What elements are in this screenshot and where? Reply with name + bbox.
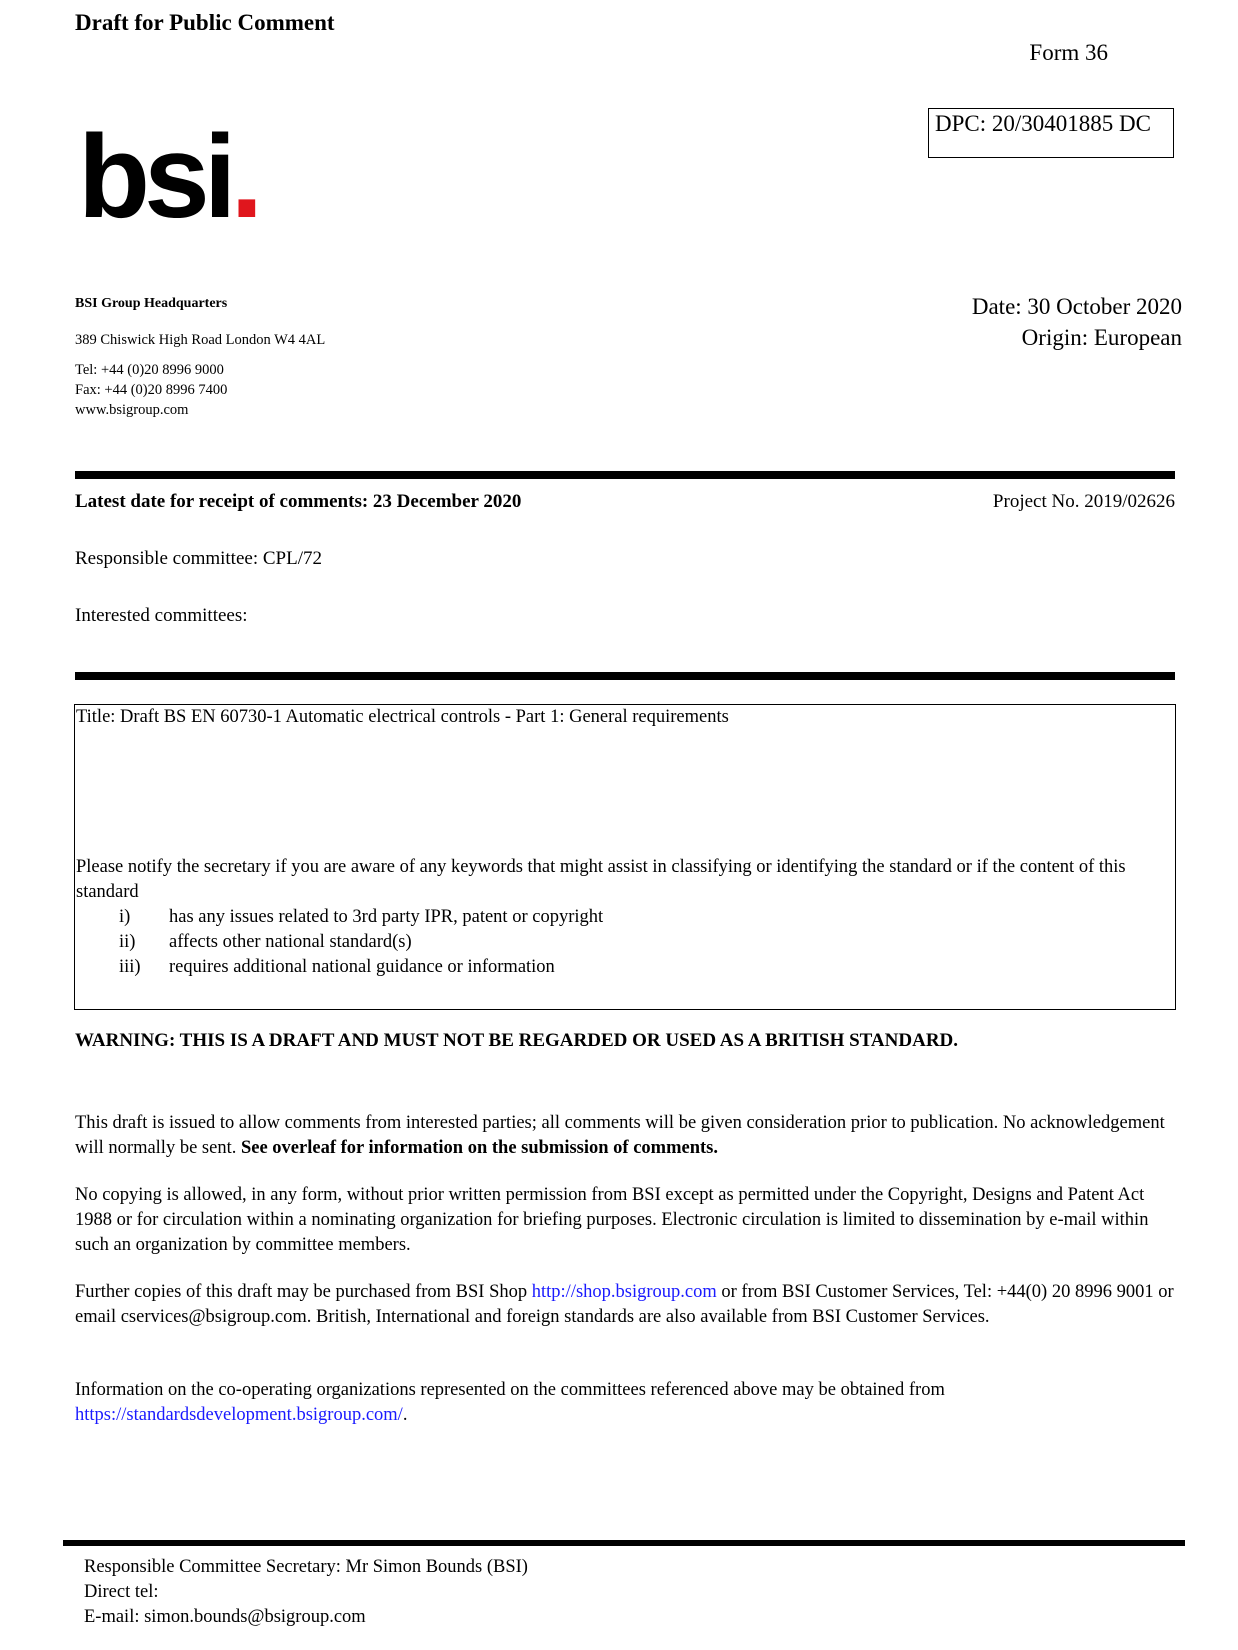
notify-list-item [119, 905, 603, 930]
paragraph-bold-note: See overleaf for information on the submission of comments. [240, 1138, 718, 1158]
list-item-text: affects other national standard(s) [169, 932, 412, 952]
interested-committees: Interested committees: [75, 605, 248, 626]
notify-text: Please notify the secretary if you are aware of any keywords that might assist in classifying or identifying the standard or if the content of this standard [76, 857, 1126, 902]
draft-warning: WARNING: THIS IS A DRAFT AND MUST NOT BE REGARDED OR USED AS A BRITISH STANDARD. [75, 1030, 959, 1051]
project-number: Project No. 2019/02626 [992, 491, 1175, 512]
paragraph-text: This draft is issued to allow comments from interested parties; all comments will be given consideration prior to publication. No acknowledgement will normally be sent. [75, 1113, 1165, 1158]
bsi-logo-text: bsi [78, 111, 231, 243]
secretary-email: E-mail: simon.bounds@bsigroup.com [84, 1607, 366, 1627]
hq-fax: Fax: +44 (0)20 8996 7400 [75, 382, 228, 398]
hq-name: BSI Group Headquarters [75, 296, 228, 311]
title-box [74, 704, 1176, 1010]
divider-rule [75, 471, 1175, 479]
direct-tel: Direct tel: [84, 1582, 159, 1602]
paragraph-text: or from BSI Customer Services, Tel: +44(0) 20 8996 9001 or email cservices@bsigroup.com. British, International and foreign standards are also available from BSI Customer Services. [75, 1282, 1174, 1327]
paragraph-organizations [75, 1378, 1180, 1428]
list-item-number: iii) [119, 957, 141, 977]
paragraph-copyright: No copying is allowed, in any form, without prior written permission from BSI except as permitted under the Copyright, Designs and Patent Act 1988 or for circulation within a nominating organization for briefing purposes. Electronic circulation is limited to dissemination by e-mail within such an organization by committee members. [75, 1185, 1149, 1255]
notify-list-item [119, 955, 555, 980]
hq-address: 389 Chiswick High Road London W4 4AL [75, 332, 326, 348]
bsi-logo-dot: . [230, 111, 264, 243]
list-item-number: ii) [119, 932, 136, 952]
form-number: Form 36 [1029, 40, 1108, 65]
list-item-text: requires additional national guidance or information [169, 957, 555, 977]
paragraph-copies [75, 1280, 1180, 1330]
standards-development-link[interactable]: https://standardsdevelopment.bsigroup.com/ [75, 1405, 403, 1425]
hq-tel: Tel: +44 (0)20 8996 9000 [75, 362, 224, 378]
shop-link[interactable]: http://shop.bsigroup.com [531, 1282, 717, 1302]
hq-website: www.bsigroup.com [75, 402, 189, 418]
draft-header: Draft for Public Comment [75, 10, 335, 35]
footer-divider-rule [63, 1540, 1185, 1546]
comments-deadline: Latest date for receipt of comments: 23 December 2020 [75, 491, 522, 512]
list-item-number: i) [119, 907, 131, 927]
paragraph-text: Further copies of this draft may be purchased from BSI Shop [75, 1282, 532, 1302]
responsible-committee: Responsible committee: CPL/72 [75, 548, 322, 569]
notify-list-item [119, 930, 412, 955]
document-date: Date: 30 October 2020 [971, 294, 1182, 319]
paragraph-text: . [402, 1405, 408, 1425]
paragraph-comments [75, 1111, 1180, 1161]
bsi-logo [78, 111, 264, 243]
document-origin: Origin: European [1021, 325, 1182, 350]
committee-secretary: Responsible Committee Secretary: Mr Simon Bounds (BSI) [84, 1557, 528, 1577]
paragraph-text: Information on the co-operating organizations represented on the committees referenced above may be obtained from [75, 1380, 945, 1400]
list-item-text: has any issues related to 3rd party IPR, patent or copyright [169, 907, 604, 927]
dpc-reference-box: DPC: 20/30401885 DC [928, 108, 1174, 158]
standard-title: Title: Draft BS EN 60730-1 Automatic electrical controls - Part 1: General requirements [76, 707, 729, 727]
divider-rule [75, 672, 1175, 680]
